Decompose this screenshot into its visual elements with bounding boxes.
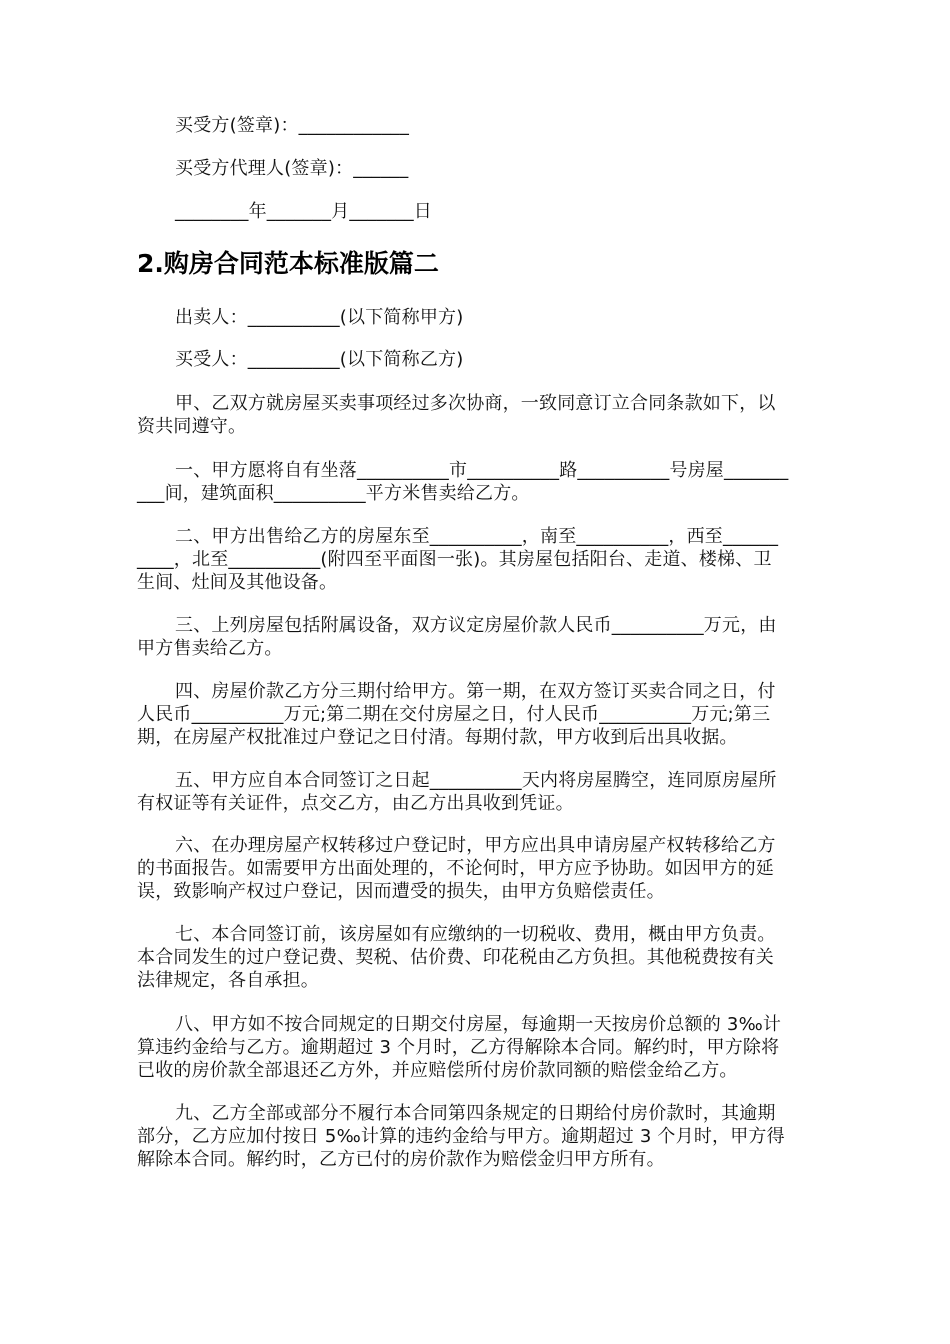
seller-line: 出卖人：__________(以下简称甲方) [175,307,464,328]
paragraph-line: 部分，乙方应加付按日 5‰计算的违约金给与甲方。逾期超过 3 个月时，甲方得 [137,1126,785,1147]
section-heading: 2.购房合同范本标准版篇二 [137,249,439,278]
paragraph-line: 期，在房屋产权批准过户登记之日付清。每期付款，甲方收到后出具收据。 [137,727,738,748]
paragraph-line: 生间、灶间及其他设备。 [137,572,338,593]
paragraph-line: 六、在办理房屋产权转移过户登记时，甲方应出具申请房屋产权转移给乙方 [175,835,776,856]
date-line: ________年_______月_______日 [175,201,432,222]
paragraph-line: 五、甲方应自本合同签订之日起__________天内将房屋腾空，连同原房屋所 [175,770,777,791]
paragraph-line: 四、房屋价款乙方分三期付给甲方。第一期，在双方签订买卖合同之日，付 [175,681,776,702]
buyer-signature-line: 买受方(签章)：____________ [175,115,410,136]
paragraph-line: 资共同遵守。 [137,416,247,437]
paragraph-line: 解除本合同。解约时，乙方已付的房价款作为赔偿金归甲方所有。 [137,1149,665,1170]
paragraph-line: 二、甲方出售给乙方的房屋东至__________，南至__________，西至______ [175,526,779,547]
paragraph-line: ____，北至__________(附四至平面图一张)。其房屋包括阳台、走道、楼梯、卫 [137,549,772,570]
paragraph-line: 的书面报告。如需要甲方出面处理的，不论何时，甲方应予协助。如因甲方的延 [137,858,774,879]
buyer-agent-signature-line: 买受方代理人(签章)：______ [175,158,409,179]
paragraph-line: 本合同发生的过户登记费、契税、估价费、印花税由乙方负担。其他税费按有关 [137,947,774,968]
paragraph-line: 甲方售卖给乙方。 [137,638,283,659]
paragraph-line: 三、上列房屋包括附属设备，双方议定房屋价款人民币__________万元，由 [175,615,777,636]
paragraph-line: 法律规定，各自承担。 [137,970,319,991]
paragraph-line: 七、本合同签订前，该房屋如有应缴纳的一切税收、费用，概由甲方负责。 [175,924,776,945]
paragraph-line: ___间，建筑面积__________平方米售卖给乙方。 [137,483,530,504]
paragraph-line: 误，致影响产权过户登记，因而遭受的损失，由甲方负赔偿责任。 [137,881,665,902]
paragraph-line: 甲、乙双方就房屋买卖事项经过多次协商，一致同意订立合同条款如下，以 [175,393,776,414]
paragraph-line: 有权证等有关证件，点交乙方，由乙方出具收到凭证。 [137,793,574,814]
paragraph-line: 已收的房价款全部退还乙方外，并应赔偿所付房价款同额的赔偿金给乙方。 [137,1060,738,1081]
paragraph-line: 一、甲方愿将自有坐落__________市__________路__________号房屋_______ [175,460,789,481]
buyer-line: 买受人：__________(以下简称乙方) [175,349,464,370]
paragraph-line: 八、甲方如不按合同规定的日期交付房屋，每逾期一天按房价总额的 3‰计 [175,1014,782,1035]
paragraph-line: 九、乙方全部或部分不履行本合同第四条规定的日期给付房价款时，其逾期 [175,1103,776,1124]
paragraph-line: 人民币__________万元;第二期在交付房屋之日，付人民币__________万元;第三 [137,704,771,725]
paragraph-line: 算违约金给与乙方。逾期超过 3 个月时，乙方得解除本合同。解约时，甲方除将 [137,1037,780,1058]
